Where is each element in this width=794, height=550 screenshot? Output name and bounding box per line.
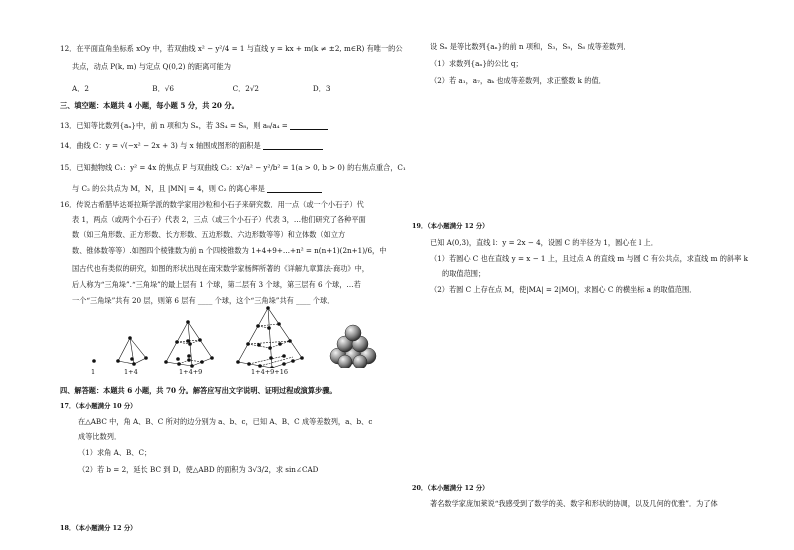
pyramid-figures-drawing [88,306,388,368]
q19-part2: （2）若圆 C 上存在点 M，使|MA| = 2|MO|，求圆心 C 的横坐标 a 的取值范围． [430,285,697,294]
q16-line-1: 16．传说古希腊毕达哥拉斯学派的数学家用沙粒和小石子来研究数．用一点（或一个小石子）代 [60,200,364,209]
pyramid-figures [88,306,388,378]
q20-heading: 20．（本小题满分 12 分） [412,484,489,492]
q14-answer-blank [263,142,323,150]
q15-line2 [72,184,322,193]
fig-label-3: 1+4+9 [179,368,203,376]
option-c: C．2√2 [232,84,260,93]
q19-line1: 已知 A(0,3)，直线 l：y = 2x − 4，设圆 C 的半径为 1，圆心在 l 上． [430,238,658,247]
q17-line1: 在△ABC 中，角 A、B、C 所对的边分别为 a、b、c，已知 A、B、C 成等差数列，a、b、c [78,417,373,426]
section-4-heading: 四、解答题：本题共 6 小题，共 70 分。解答应写出文字说明、证明过程或演算步骤。 [60,386,337,395]
q17-line2: 成等比数列． [78,432,122,441]
ball-pile-figure [330,325,376,368]
q13-line [60,121,328,130]
q14-line [60,141,323,150]
fig-label-1: 1 [91,368,96,376]
q13-text: 13．已知等比数列{aₙ}中，前 n 项和为 Sₙ，若 3S₄ = S₈，则 a₈/a₄ = [60,121,288,130]
q16-line-7: 一个“三角垛”共有 20 层，则第 6 层有 ____ 个球，这个“三角垛”共有 ____ 个球． [72,296,335,305]
pyramid-1-4-9-figure [165,321,214,368]
q16-line-5: 国古代也有类似的研究，如图的形状出现在南宋数学家杨辉所著的《详解九章算法·商功》中， [72,264,369,273]
q17-part2: （2）若 b = 2，延长 BC 到 D，使△ABD 的面积为 3√3/2，求 sin∠CAD [78,465,319,474]
q16-line-2: 表 1，两点（或两个小石子）代表 2，三点（或三个小石子）代表 3，…他们研究了各种平面 [72,215,366,224]
q16-line-6: 后人称为“三角垛”.“三角垛”的最上层有 1 个球，第二层有 3 个球，第三层有 6 个球，…若 [72,280,361,289]
q17-part1: （1）求角 A、B、C； [78,448,152,457]
q16-line-3: 数（如三角形数、正方形数、长方形数、五边形数、六边形数等等）和立体数（如立方 [72,230,346,239]
q20-line1: 著名数学家庞加莱说“我感受到了数学的美、数字和形状的协调，以及几何的优雅”．为了体 [430,499,718,508]
q18-part2: （2）若 a₁，a₇，aₖ 也成等差数列，求正整数 k 的值． [430,76,606,85]
q19-heading: 19．（本小题满分 12 分） [412,222,489,230]
fig-label-2: 1+4 [124,368,138,376]
q14-text: 14．曲线 C：y = √(−x² − 2x + 3) 与 x 轴围成图形的面积是 [60,141,261,150]
q17-heading: 17．（本小题满分 10 分） [60,402,137,410]
q13-answer-blank [290,122,328,130]
pyramid-1-4-9-16-figure [237,307,304,369]
q19-part1a: （1）若圆心 C 也在直线 y = x − 1 上，且过点 A 的直线 m 与圆 C 有公共点，求直线 m 的斜率 k [430,254,748,263]
q12-line2: 共点，动点 P(k, m) 与定点 Q(0,2) 的距离可能为 [72,62,231,71]
q16-line-4: 数、锥体数等等）.如图四个棱锥数为前 n 个四棱锥数为 1+4+9+…+n² = n(n+1)(2n+1)/6，中 [72,246,387,255]
option-b: B．√6 [152,84,174,93]
q15-answer-blank [267,185,322,193]
fig-label-4: 1+4+9+16 [251,368,289,376]
q18-part1: （1）求数列{aₙ}的公比 q； [430,59,523,68]
q12-options [72,84,391,93]
q18-heading: 18．（本小题满分 12 分） [60,524,137,532]
section-3-heading: 三、填空题：本题共 4 小题，每小题 5 分，共 20 分。 [60,101,239,110]
q15-text: 与 C₂ 的公共点为 M，N，且 |MN| = 4，则 C₂ 的离心率是 [72,184,265,193]
q19-part1b: 的取值范围； [442,269,486,278]
option-a: A．2 [72,84,89,93]
q18-continued: 设 Sₙ 是等比数列{aₙ}的前 n 项和，S₃，S₉，S₆ 成等差数列． [430,42,631,51]
q12-line1: 12．在平面直角坐标系 xOy 中，若双曲线 x² − y²/4 = 1 与直线 y = kx + m(k ≠ ±2, m∈R) 有唯一的公 [60,44,403,53]
pyramid-1-4-figure [117,337,148,366]
option-d: D．3 [312,84,331,93]
point-1-figure [92,359,96,363]
q15-line1: 15．已知抛物线 C₁：y² = 4x 的焦点 F 与双曲线 C₂：x²/a² − y²/b² = 1(a > 0, b > 0) 的右焦点重合，C₁ [60,163,406,172]
